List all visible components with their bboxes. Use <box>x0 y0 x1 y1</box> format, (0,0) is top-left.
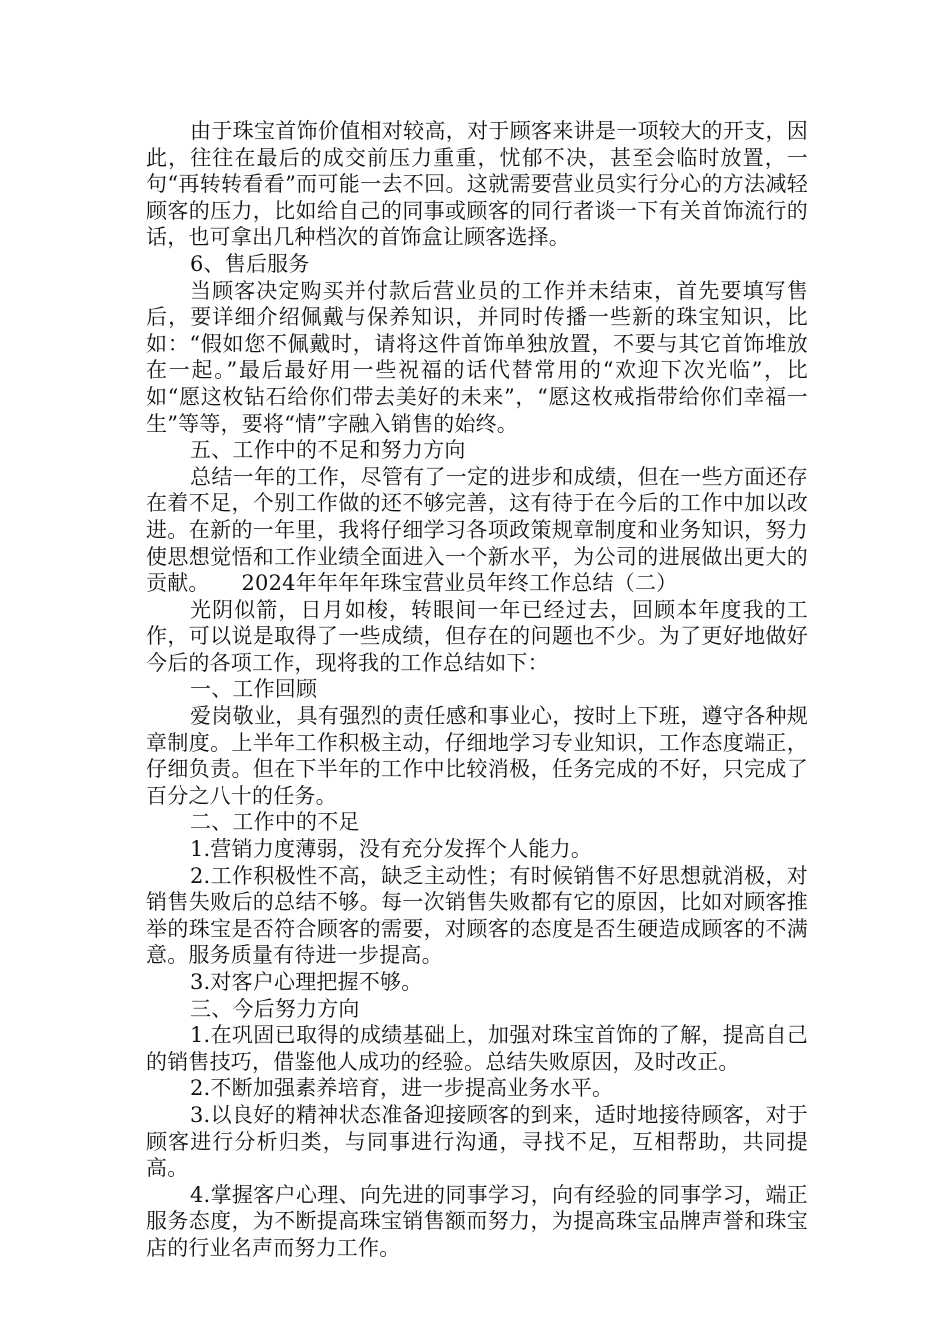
document-page <box>146 118 808 1262</box>
heading-work-shortcomings: 二、工作中的不足 <box>190 810 360 835</box>
list-item-direction-4: 4.掌握客户心理、向先进的同事学习，向有经验的同事学习，端正服务态度，为不断提高珠宝销售额而努力，为提高珠宝品牌声誉和珠宝店的行业名声而努力工作。 <box>146 1182 808 1260</box>
list-item-shortcoming-3: 3.对客户心理把握不够。 <box>190 970 423 994</box>
paragraph-year-summary: 总结一年的工作，尽管有了一定的进步和成绩，但在一些方面还存在着不足，个别工作做的还不够完善，这有待于在今后的工作中加以改进。在新的一年里，我将仔细学习各项政策规章制度和业务知识，努力使思想觉悟和工作业绩全面进入一个新水平，为公司的进展做出更大的贡献。 2024年年年年珠宝营业员年终工作总结（二） <box>146 464 808 596</box>
list-item-direction-3: 3.以良好的精神状态准备迎接顾客的到来，适时地接待顾客，对于顾客进行分析归类，与同事进行沟通，寻找不足，互相帮助，共同提高。 <box>146 1102 808 1181</box>
heading-future-direction: 三、今后努力方向 <box>190 996 360 1021</box>
heading-after-sales-service: 6、售后服务 <box>190 251 310 276</box>
paragraph-closing-pressure: 由于珠宝首饰价值相对较高，对于顾客来讲是一项较大的开支，因此，往往在最后的成交前压力重重，忧郁不决，甚至会临时放置，一句“再转转看看”而可能一去不回。这就需要营业员实行分心的方法减轻顾客的压力，比如给自己的同事或顾客的同行者谈一下有关首饰流行的话，也可拿出几种档次的首饰盒让顾客选择。 <box>146 119 808 250</box>
list-item-shortcoming-2: 2.工作积极性不高，缺乏主动性；有时候销售不好思想就消极，对销售失败后的总结不够。每一次销售失败都有它的原因，比如对顾客推举的珠宝是否符合顾客的需要，对顾客的态度是否生硬造成顾客的不满意。服务质量有待进一步提高。 <box>146 863 808 968</box>
heading-work-review: 一、工作回顾 <box>190 677 318 702</box>
list-item-direction-1: 1.在巩固已取得的成绩基础上，加强对珠宝首饰的了解，提高自己的销售技巧，借鉴他人成功的经验。总结失败原因，及时改正。 <box>146 1023 808 1074</box>
paragraph-after-sales: 当顾客决定购买并付款后营业员的工作并未结束，首先要填写售后，要详细介绍佩戴与保养知识，并同时传播一些新的珠宝知识，比如：“假如您不佩戴时，请将这件首饰单独放置，不要与其它首饰堆放在一起。”最后最好用一些祝福的话代替常用的“欢迎下次光临”，比如“愿这枚钻石给你们带去美好的未来”，“愿这枚戒指带给你们幸福一生”等等，要将“情”字融入销售的始终。 <box>146 278 808 436</box>
heading-shortcomings-and-direction: 五、工作中的不足和努力方向 <box>190 438 466 463</box>
paragraph-intro-part-two: 光阴似箭，日月如梭，转眼间一年已经过去，回顾本年度我的工作，可以说是取得了一些成绩，但存在的问题也不少。为了更好地做好今后的各项工作，现将我的工作总结如下： <box>146 597 808 675</box>
paragraph-work-review: 爱岗敬业，具有强烈的责任感和事业心，按时上下班，遵守各种规章制度。上半年工作积极主动，仔细地学习专业知识，工作态度端正，仔细负责。但在下半年的工作中比较消极，任务完成的不好，只完成了百分之八十的任务。 <box>146 704 808 808</box>
list-item-direction-2: 2.不断加强素养培育，进一步提高业务水平。 <box>190 1076 614 1101</box>
list-item-shortcoming-1: 1.营销力度薄弱，没有充分发挥个人能力。 <box>190 837 593 862</box>
